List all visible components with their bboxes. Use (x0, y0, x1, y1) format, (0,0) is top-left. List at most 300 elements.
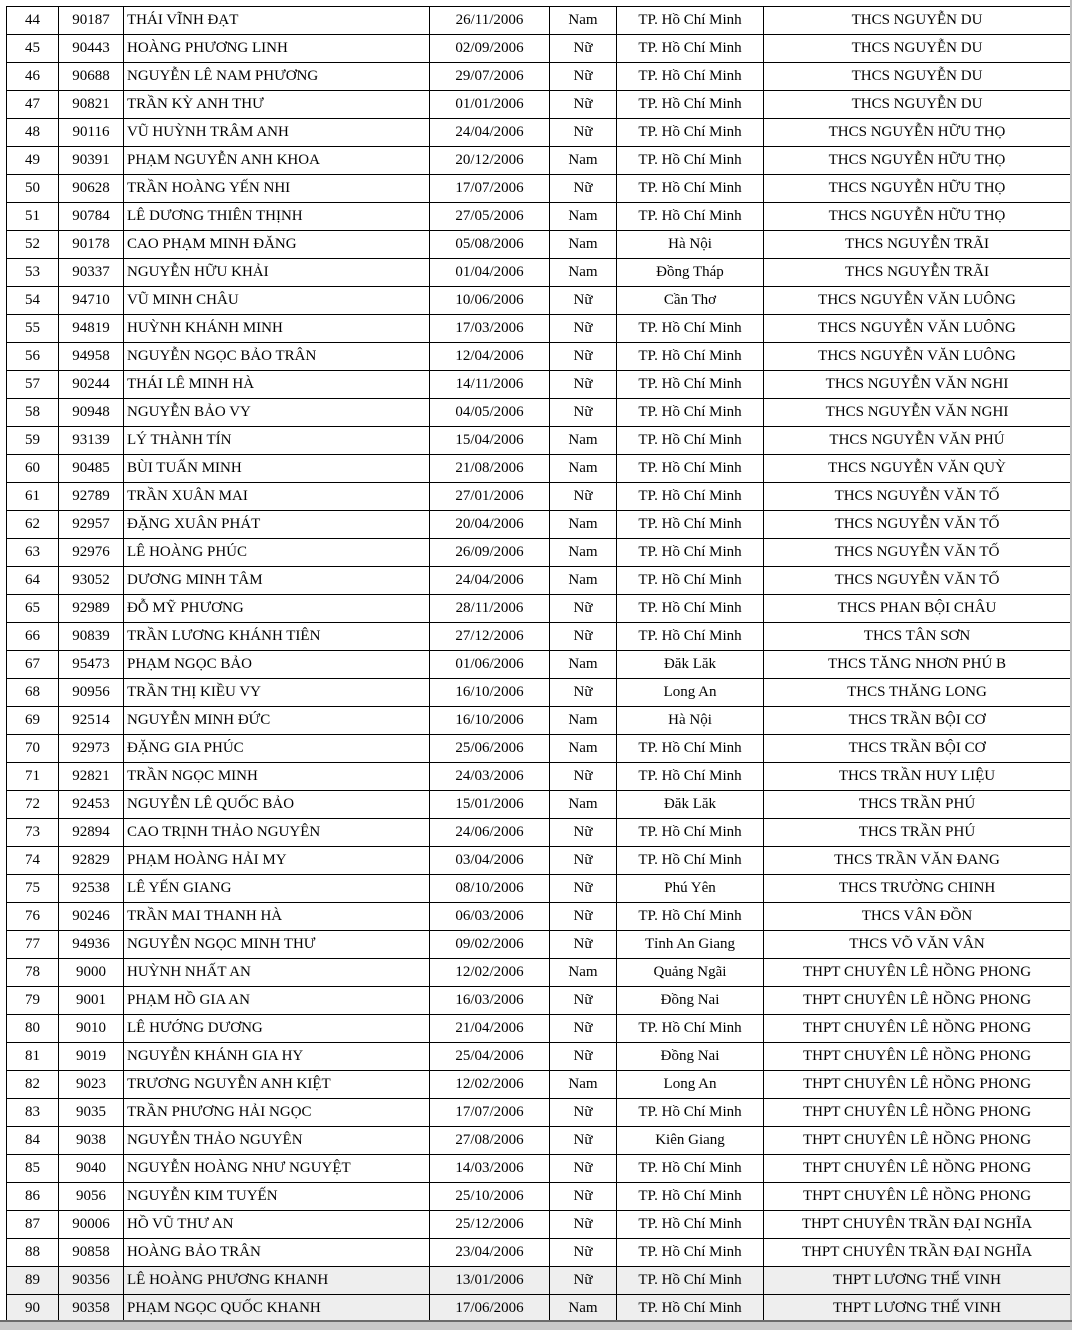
school-cell: THCS NGUYỄN HỮU THỌ (764, 203, 1071, 231)
stt-cell: 63 (7, 539, 59, 567)
birth-date-cell: 17/06/2006 (430, 1295, 550, 1323)
birth-place-cell: TP. Hồ Chí Minh (617, 763, 764, 791)
table-row (7, 1267, 1071, 1295)
birth-place-cell: Long An (617, 1071, 764, 1099)
candidate-id-cell: 9023 (59, 1071, 124, 1099)
full-name-cell: VŨ HUỲNH TRÂM ANH (124, 119, 430, 147)
horizontal-scrollbar[interactable] (0, 1320, 1072, 1330)
candidate-id-cell: 94819 (59, 315, 124, 343)
full-name-cell: HOÀNG PHƯƠNG LINH (124, 35, 430, 63)
school-cell: THPT CHUYÊN LÊ HỒNG PHONG (764, 987, 1071, 1015)
birth-date-cell: 26/11/2006 (430, 7, 550, 35)
school-cell: THCS TRẦN BỘI CƠ (764, 735, 1071, 763)
stt-cell: 71 (7, 763, 59, 791)
birth-place-cell: Kiên Giang (617, 1127, 764, 1155)
birth-place-cell: Cần Thơ (617, 287, 764, 315)
candidate-id-cell: 9001 (59, 987, 124, 1015)
birth-place-cell: TP. Hồ Chí Minh (617, 399, 764, 427)
birth-place-cell: Phú Yên (617, 875, 764, 903)
table-row (7, 539, 1071, 567)
full-name-cell: NGUYỄN KHÁNH GIA HY (124, 1043, 430, 1071)
birth-date-cell: 21/04/2006 (430, 1015, 550, 1043)
birth-date-cell: 20/04/2006 (430, 511, 550, 539)
school-cell: THPT CHUYÊN LÊ HỒNG PHONG (764, 1183, 1071, 1211)
gender-cell: Nam (550, 1295, 617, 1323)
birth-date-cell: 12/04/2006 (430, 343, 550, 371)
birth-date-cell: 27/08/2006 (430, 1127, 550, 1155)
school-cell: THPT CHUYÊN LÊ HỒNG PHONG (764, 1099, 1071, 1127)
gender-cell: Nữ (550, 1267, 617, 1295)
stt-cell: 88 (7, 1239, 59, 1267)
table-row (7, 1211, 1071, 1239)
stt-cell: 68 (7, 679, 59, 707)
candidate-id-cell: 92973 (59, 735, 124, 763)
birth-place-cell: Đồng Nai (617, 1043, 764, 1071)
birth-place-cell: TP. Hồ Chí Minh (617, 371, 764, 399)
full-name-cell: PHẠM NGỌC BẢO (124, 651, 430, 679)
birth-date-cell: 20/12/2006 (430, 147, 550, 175)
full-name-cell: NGUYỄN HOÀNG NHƯ NGUYỆT (124, 1155, 430, 1183)
birth-date-cell: 02/09/2006 (430, 35, 550, 63)
gender-cell: Nữ (550, 819, 617, 847)
birth-date-cell: 27/12/2006 (430, 623, 550, 651)
full-name-cell: LÊ DƯƠNG THIÊN THỊNH (124, 203, 430, 231)
birth-date-cell: 01/06/2006 (430, 651, 550, 679)
school-cell: THPT CHUYÊN LÊ HỒNG PHONG (764, 1155, 1071, 1183)
birth-date-cell: 27/05/2006 (430, 203, 550, 231)
stt-cell: 57 (7, 371, 59, 399)
table-row (7, 203, 1071, 231)
birth-date-cell: 16/10/2006 (430, 707, 550, 735)
birth-date-cell: 08/10/2006 (430, 875, 550, 903)
stt-cell: 72 (7, 791, 59, 819)
full-name-cell: PHẠM NGỌC QUỐC KHANH (124, 1295, 430, 1323)
birth-date-cell: 01/04/2006 (430, 259, 550, 287)
full-name-cell: HỒ VŨ THƯ AN (124, 1211, 430, 1239)
school-cell: THPT LƯƠNG THẾ VINH (764, 1295, 1071, 1323)
student-list-body (7, 7, 1071, 1323)
full-name-cell: ĐỖ MỸ PHƯƠNG (124, 595, 430, 623)
candidate-id-cell: 90839 (59, 623, 124, 651)
table-row (7, 567, 1071, 595)
full-name-cell: TRẦN XUÂN MAI (124, 483, 430, 511)
candidate-id-cell: 9019 (59, 1043, 124, 1071)
birth-date-cell: 25/04/2006 (430, 1043, 550, 1071)
birth-date-cell: 28/11/2006 (430, 595, 550, 623)
candidate-id-cell: 90948 (59, 399, 124, 427)
table-row (7, 791, 1071, 819)
birth-place-cell: TP. Hồ Chí Minh (617, 1015, 764, 1043)
birth-place-cell: TP. Hồ Chí Minh (617, 567, 764, 595)
table-row (7, 651, 1071, 679)
birth-date-cell: 24/04/2006 (430, 567, 550, 595)
school-cell: THCS VÂN ĐỒN (764, 903, 1071, 931)
stt-cell: 50 (7, 175, 59, 203)
full-name-cell: NGUYỄN THẢO NGUYÊN (124, 1127, 430, 1155)
table-row (7, 455, 1071, 483)
gender-cell: Nam (550, 735, 617, 763)
school-cell: THCS NGUYỄN VĂN PHÚ (764, 427, 1071, 455)
birth-date-cell: 24/04/2006 (430, 119, 550, 147)
gender-cell: Nam (550, 455, 617, 483)
birth-date-cell: 15/04/2006 (430, 427, 550, 455)
gender-cell: Nữ (550, 287, 617, 315)
birth-date-cell: 05/08/2006 (430, 231, 550, 259)
candidate-id-cell: 93052 (59, 567, 124, 595)
stt-cell: 74 (7, 847, 59, 875)
birth-place-cell: Hà Nội (617, 231, 764, 259)
stt-cell: 65 (7, 595, 59, 623)
birth-place-cell: Long An (617, 679, 764, 707)
stt-cell: 76 (7, 903, 59, 931)
full-name-cell: PHẠM NGUYỄN ANH KHOA (124, 147, 430, 175)
gender-cell: Nữ (550, 763, 617, 791)
school-cell: THPT CHUYÊN TRẦN ĐẠI NGHĨA (764, 1211, 1071, 1239)
candidate-id-cell: 94936 (59, 931, 124, 959)
school-cell: THCS NGUYỄN VĂN LUÔNG (764, 343, 1071, 371)
stt-cell: 86 (7, 1183, 59, 1211)
birth-place-cell: TP. Hồ Chí Minh (617, 511, 764, 539)
birth-date-cell: 21/08/2006 (430, 455, 550, 483)
birth-place-cell: TP. Hồ Chí Minh (617, 7, 764, 35)
candidate-id-cell: 90784 (59, 203, 124, 231)
birth-date-cell: 24/06/2006 (430, 819, 550, 847)
gender-cell: Nữ (550, 931, 617, 959)
candidate-id-cell: 92957 (59, 511, 124, 539)
candidate-id-cell: 90485 (59, 455, 124, 483)
gender-cell: Nam (550, 539, 617, 567)
stt-cell: 59 (7, 427, 59, 455)
stt-cell: 47 (7, 91, 59, 119)
stt-cell: 82 (7, 1071, 59, 1099)
gender-cell: Nam (550, 651, 617, 679)
school-cell: THCS NGUYỄN VĂN TỐ (764, 483, 1071, 511)
gender-cell: Nam (550, 567, 617, 595)
birth-date-cell: 12/02/2006 (430, 1071, 550, 1099)
birth-date-cell: 12/02/2006 (430, 959, 550, 987)
school-cell: THCS NGUYỄN VĂN QUỲ (764, 455, 1071, 483)
candidate-id-cell: 92538 (59, 875, 124, 903)
table-row (7, 231, 1071, 259)
candidate-id-cell: 90358 (59, 1295, 124, 1323)
stt-cell: 67 (7, 651, 59, 679)
birth-place-cell: TP. Hồ Chí Minh (617, 203, 764, 231)
candidate-id-cell: 9035 (59, 1099, 124, 1127)
birth-place-cell: Đồng Tháp (617, 259, 764, 287)
stt-cell: 44 (7, 7, 59, 35)
table-row (7, 175, 1071, 203)
birth-date-cell: 14/03/2006 (430, 1155, 550, 1183)
full-name-cell: BÙI TUẤN MINH (124, 455, 430, 483)
school-cell: THCS TÂN SƠN (764, 623, 1071, 651)
table-row (7, 1099, 1071, 1127)
school-cell: THCS NGUYỄN DU (764, 7, 1071, 35)
table-row (7, 511, 1071, 539)
school-cell: THCS NGUYỄN DU (764, 91, 1071, 119)
table-row (7, 119, 1071, 147)
school-cell: THCS NGUYỄN VĂN TỐ (764, 567, 1071, 595)
full-name-cell: TRƯƠNG NGUYỄN ANH KIỆT (124, 1071, 430, 1099)
school-cell: THCS NGUYỄN TRÃI (764, 231, 1071, 259)
candidate-id-cell: 93139 (59, 427, 124, 455)
stt-cell: 52 (7, 231, 59, 259)
table-row (7, 875, 1071, 903)
full-name-cell: ĐẶNG GIA PHÚC (124, 735, 430, 763)
birth-place-cell: TP. Hồ Chí Minh (617, 1267, 764, 1295)
table-row (7, 63, 1071, 91)
gender-cell: Nữ (550, 1239, 617, 1267)
candidate-id-cell: 92989 (59, 595, 124, 623)
table-row (7, 91, 1071, 119)
table-row (7, 1155, 1071, 1183)
full-name-cell: LÊ HOÀNG PHÚC (124, 539, 430, 567)
candidate-id-cell: 94710 (59, 287, 124, 315)
gender-cell: Nữ (550, 63, 617, 91)
candidate-id-cell: 90006 (59, 1211, 124, 1239)
full-name-cell: PHẠM HỒ GIA AN (124, 987, 430, 1015)
candidate-id-cell: 9056 (59, 1183, 124, 1211)
gender-cell: Nữ (550, 91, 617, 119)
birth-place-cell: Đồng Nai (617, 987, 764, 1015)
birth-place-cell: TP. Hồ Chí Minh (617, 595, 764, 623)
full-name-cell: HUỲNH NHẤT AN (124, 959, 430, 987)
full-name-cell: TRẦN HOÀNG YẾN NHI (124, 175, 430, 203)
table-row (7, 903, 1071, 931)
table-row (7, 399, 1071, 427)
birth-date-cell: 27/01/2006 (430, 483, 550, 511)
stt-cell: 46 (7, 63, 59, 91)
birth-place-cell: Tỉnh An Giang (617, 931, 764, 959)
gender-cell: Nữ (550, 623, 617, 651)
school-cell: THCS THĂNG LONG (764, 679, 1071, 707)
gender-cell: Nam (550, 959, 617, 987)
full-name-cell: DƯƠNG MINH TÂM (124, 567, 430, 595)
birth-place-cell: Quảng Ngãi (617, 959, 764, 987)
birth-date-cell: 09/02/2006 (430, 931, 550, 959)
full-name-cell: TRẦN THỊ KIỀU VY (124, 679, 430, 707)
school-cell: THCS TRẦN PHÚ (764, 791, 1071, 819)
stt-cell: 75 (7, 875, 59, 903)
full-name-cell: LÊ HOÀNG PHƯƠNG KHANH (124, 1267, 430, 1295)
birth-place-cell: TP. Hồ Chí Minh (617, 91, 764, 119)
table-row (7, 1015, 1071, 1043)
stt-cell: 78 (7, 959, 59, 987)
birth-place-cell: TP. Hồ Chí Minh (617, 315, 764, 343)
birth-date-cell: 23/04/2006 (430, 1239, 550, 1267)
birth-date-cell: 01/01/2006 (430, 91, 550, 119)
candidate-id-cell: 92453 (59, 791, 124, 819)
full-name-cell: TRẦN LƯƠNG KHÁNH TIÊN (124, 623, 430, 651)
stt-cell: 48 (7, 119, 59, 147)
stt-cell: 83 (7, 1099, 59, 1127)
table-row (7, 147, 1071, 175)
birth-place-cell: TP. Hồ Chí Minh (617, 1183, 764, 1211)
birth-place-cell: TP. Hồ Chí Minh (617, 819, 764, 847)
table-row (7, 987, 1071, 1015)
birth-place-cell: TP. Hồ Chí Minh (617, 427, 764, 455)
table-row (7, 371, 1071, 399)
candidate-id-cell: 9038 (59, 1127, 124, 1155)
candidate-id-cell: 90628 (59, 175, 124, 203)
gender-cell: Nữ (550, 1183, 617, 1211)
full-name-cell: NGUYỄN KIM TUYẾN (124, 1183, 430, 1211)
stt-cell: 64 (7, 567, 59, 595)
school-cell: THCS TRẦN BỘI CƠ (764, 707, 1071, 735)
full-name-cell: NGUYỄN NGỌC MINH THƯ (124, 931, 430, 959)
school-cell: THCS NGUYỄN VĂN TỐ (764, 511, 1071, 539)
full-name-cell: THÁI VĨNH ĐẠT (124, 7, 430, 35)
school-cell: THPT CHUYÊN LÊ HỒNG PHONG (764, 1043, 1071, 1071)
stt-cell: 81 (7, 1043, 59, 1071)
birth-date-cell: 25/06/2006 (430, 735, 550, 763)
candidate-id-cell: 9000 (59, 959, 124, 987)
gender-cell: Nữ (550, 1127, 617, 1155)
candidate-id-cell: 94958 (59, 343, 124, 371)
birth-place-cell: TP. Hồ Chí Minh (617, 35, 764, 63)
school-cell: THCS TRẦN PHÚ (764, 819, 1071, 847)
birth-place-cell: TP. Hồ Chí Minh (617, 623, 764, 651)
table-row (7, 623, 1071, 651)
candidate-id-cell: 90688 (59, 63, 124, 91)
table-row (7, 7, 1071, 35)
full-name-cell: HOÀNG BẢO TRÂN (124, 1239, 430, 1267)
stt-cell: 79 (7, 987, 59, 1015)
stt-cell: 55 (7, 315, 59, 343)
stt-cell: 66 (7, 623, 59, 651)
gender-cell: Nữ (550, 595, 617, 623)
birth-place-cell: TP. Hồ Chí Minh (617, 847, 764, 875)
table-row (7, 595, 1071, 623)
gender-cell: Nữ (550, 987, 617, 1015)
student-list-table (6, 6, 1071, 1323)
table-row (7, 483, 1071, 511)
gender-cell: Nam (550, 427, 617, 455)
candidate-id-cell: 90246 (59, 903, 124, 931)
gender-cell: Nữ (550, 483, 617, 511)
table-row (7, 735, 1071, 763)
full-name-cell: NGUYỄN LÊ NAM PHƯƠNG (124, 63, 430, 91)
birth-date-cell: 25/10/2006 (430, 1183, 550, 1211)
school-cell: THCS NGUYỄN HỮU THỌ (764, 175, 1071, 203)
gender-cell: Nam (550, 231, 617, 259)
birth-date-cell: 04/05/2006 (430, 399, 550, 427)
full-name-cell: TRẦN KỲ ANH THƯ (124, 91, 430, 119)
table-row (7, 959, 1071, 987)
birth-date-cell: 14/11/2006 (430, 371, 550, 399)
birth-date-cell: 26/09/2006 (430, 539, 550, 567)
gender-cell: Nữ (550, 371, 617, 399)
birth-date-cell: 24/03/2006 (430, 763, 550, 791)
stt-cell: 84 (7, 1127, 59, 1155)
candidate-id-cell: 95473 (59, 651, 124, 679)
candidate-id-cell: 9010 (59, 1015, 124, 1043)
birth-place-cell: TP. Hồ Chí Minh (617, 455, 764, 483)
candidate-id-cell: 90337 (59, 259, 124, 287)
stt-cell: 56 (7, 343, 59, 371)
stt-cell: 89 (7, 1267, 59, 1295)
school-cell: THCS TRẦN VĂN ĐANG (764, 847, 1071, 875)
table-row (7, 1043, 1071, 1071)
gender-cell: Nữ (550, 875, 617, 903)
stt-cell: 62 (7, 511, 59, 539)
stt-cell: 87 (7, 1211, 59, 1239)
gender-cell: Nữ (550, 847, 617, 875)
candidate-id-cell: 92821 (59, 763, 124, 791)
full-name-cell: NGUYỄN NGỌC BẢO TRÂN (124, 343, 430, 371)
gender-cell: Nữ (550, 175, 617, 203)
birth-date-cell: 17/07/2006 (430, 1099, 550, 1127)
full-name-cell: TRẦN MAI THANH HÀ (124, 903, 430, 931)
table-row (7, 1295, 1071, 1323)
stt-cell: 49 (7, 147, 59, 175)
birth-place-cell: TP. Hồ Chí Minh (617, 63, 764, 91)
gender-cell: Nam (550, 1071, 617, 1099)
gender-cell: Nam (550, 707, 617, 735)
table-row (7, 35, 1071, 63)
stt-cell: 53 (7, 259, 59, 287)
school-cell: THPT CHUYÊN LÊ HỒNG PHONG (764, 1071, 1071, 1099)
candidate-id-cell: 92514 (59, 707, 124, 735)
gender-cell: Nữ (550, 315, 617, 343)
table-row (7, 1183, 1071, 1211)
gender-cell: Nữ (550, 343, 617, 371)
full-name-cell: CAO TRỊNH THẢO NGUYÊN (124, 819, 430, 847)
school-cell: THCS TRƯỜNG CHINH (764, 875, 1071, 903)
candidate-id-cell: 90187 (59, 7, 124, 35)
stt-cell: 60 (7, 455, 59, 483)
candidate-id-cell: 90858 (59, 1239, 124, 1267)
candidate-id-cell: 90956 (59, 679, 124, 707)
table-row (7, 315, 1071, 343)
birth-date-cell: 03/04/2006 (430, 847, 550, 875)
gender-cell: Nữ (550, 1155, 617, 1183)
gender-cell: Nam (550, 791, 617, 819)
stt-cell: 45 (7, 35, 59, 63)
birth-place-cell: TP. Hồ Chí Minh (617, 735, 764, 763)
birth-place-cell: TP. Hồ Chí Minh (617, 1295, 764, 1323)
school-cell: THCS NGUYỄN VĂN LUÔNG (764, 315, 1071, 343)
table-row (7, 1127, 1071, 1155)
table-row (7, 931, 1071, 959)
table-row (7, 763, 1071, 791)
full-name-cell: CAO PHẠM MINH ĐĂNG (124, 231, 430, 259)
candidate-id-cell: 92829 (59, 847, 124, 875)
full-name-cell: TRẦN NGỌC MINH (124, 763, 430, 791)
birth-place-cell: TP. Hồ Chí Minh (617, 1155, 764, 1183)
gender-cell: Nữ (550, 119, 617, 147)
stt-cell: 69 (7, 707, 59, 735)
stt-cell: 70 (7, 735, 59, 763)
school-cell: THCS TĂNG NHƠN PHÚ B (764, 651, 1071, 679)
stt-cell: 90 (7, 1295, 59, 1323)
table-row (7, 679, 1071, 707)
school-cell: THCS NGUYỄN HỮU THỌ (764, 147, 1071, 175)
stt-cell: 51 (7, 203, 59, 231)
school-cell: THCS PHAN BỘI CHÂU (764, 595, 1071, 623)
gender-cell: Nữ (550, 679, 617, 707)
school-cell: THPT CHUYÊN LÊ HỒNG PHONG (764, 959, 1071, 987)
gender-cell: Nam (550, 147, 617, 175)
candidate-id-cell: 90391 (59, 147, 124, 175)
full-name-cell: THÁI LÊ MINH HÀ (124, 371, 430, 399)
gender-cell: Nữ (550, 35, 617, 63)
stt-cell: 73 (7, 819, 59, 847)
gender-cell: Nữ (550, 1211, 617, 1239)
full-name-cell: NGUYỄN BẢO VY (124, 399, 430, 427)
school-cell: THCS NGUYỄN TRÃI (764, 259, 1071, 287)
school-cell: THPT CHUYÊN TRẦN ĐẠI NGHĨA (764, 1239, 1071, 1267)
candidate-id-cell: 90244 (59, 371, 124, 399)
